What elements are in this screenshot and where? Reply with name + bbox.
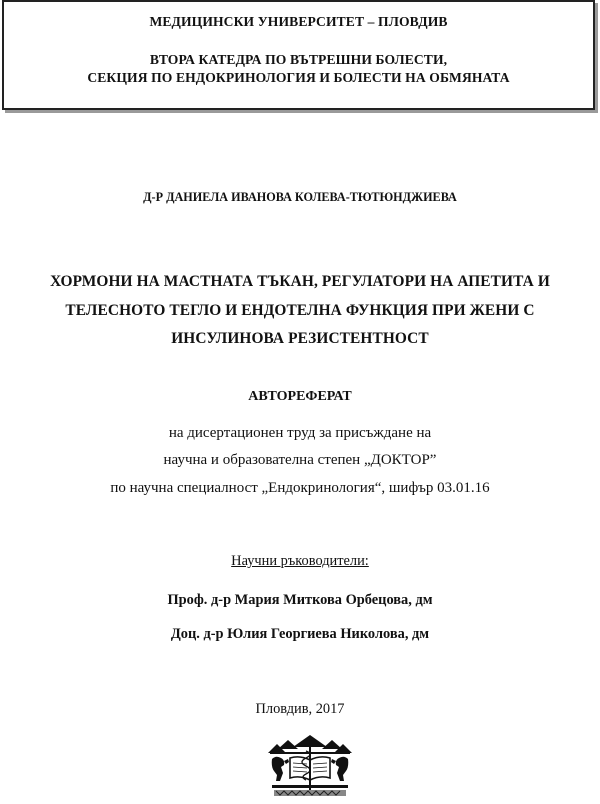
document-type: АВТОРЕФЕРАТ bbox=[248, 389, 352, 404]
department-line-2: СЕКЦИЯ ПО ЕНДОКРИНОЛОГИЯ И БОЛЕСТИ НА ОБМЯНАТА bbox=[87, 70, 510, 85]
supervisor-1: Проф. д-р Мария Миткова Орбецова, дм bbox=[167, 592, 433, 608]
description-line-1: на дисертационен труд за присъждане на bbox=[168, 425, 432, 441]
supervisors-label: Научни ръководители: bbox=[231, 553, 369, 569]
thesis-title-line-1: ХОРМОНИ НА МАСТНАТА ТЪКАН, РЕГУЛАТОРИ НА АПЕТИТА И bbox=[50, 273, 550, 290]
author-name: Д-Р ДАНИЕЛА ИВАНОВА КОЛЕВА-ТЮТЮНДЖИЕВА bbox=[143, 190, 457, 204]
university-name: МЕДИЦИНСКИ УНИВЕРСИТЕТ – ПЛОВДИВ bbox=[149, 14, 448, 29]
description-line-2: научна и образователна степен „ДОКТОР” bbox=[163, 452, 437, 468]
place-year: Пловдив, 2017 bbox=[255, 701, 345, 717]
thesis-title-line-3: ИНСУЛИНОВА РЕЗИСТЕНТНОСТ bbox=[171, 330, 429, 347]
description-line-3: по научна специалност „Ендокринология“, шифър 03.01.16 bbox=[110, 480, 490, 496]
thesis-title-line-2: ТЕЛЕСНОТО ТЕГЛО И ЕНДОТЕЛНА ФУНКЦИЯ ПРИ ЖЕНИ С bbox=[65, 302, 535, 319]
university-emblem-icon bbox=[266, 735, 354, 799]
department-line-1: ВТОРА КАТЕДРА ПО ВЪТРЕШНИ БОЛЕСТИ, bbox=[149, 52, 448, 67]
university-header-box bbox=[2, 0, 595, 110]
supervisor-2: Доц. д-р Юлия Георгиева Николова, дм bbox=[170, 626, 430, 642]
